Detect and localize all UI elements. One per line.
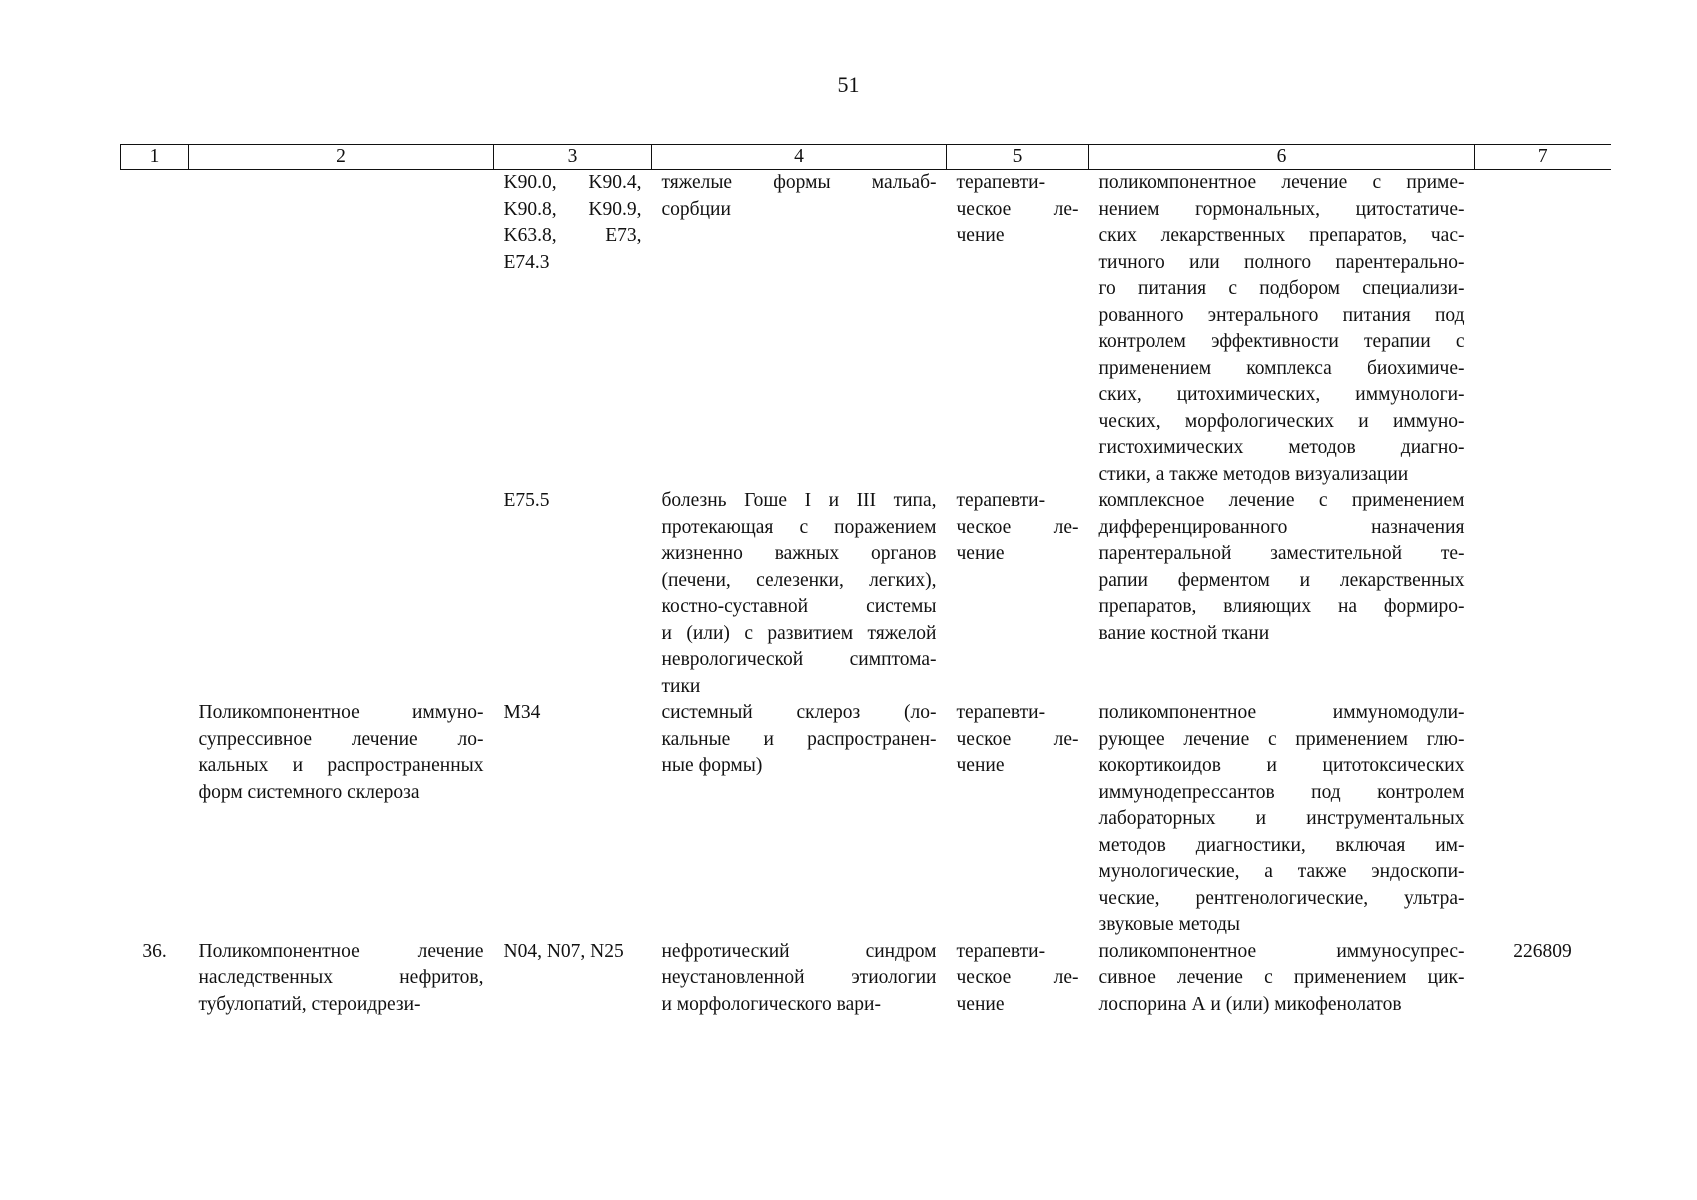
cell-text-line: неустановленной этиологии — [661, 967, 937, 988]
cell-text-line: тяжелые формы мальаб- — [661, 172, 937, 193]
row-number-cell — [121, 939, 189, 1019]
cost-cell — [1475, 939, 1611, 1019]
cost-value: 226809 — [1513, 940, 1572, 962]
cell-text-line: мунологические, а также эндоскопи- — [1098, 861, 1465, 882]
table-row — [121, 170, 1611, 489]
cell-text-line: рапии ферментом и лекарственных — [1098, 569, 1465, 591]
care-type-cell — [189, 170, 494, 489]
cell-text-line: стики, а также методов визуализации — [1098, 463, 1409, 485]
treatment-type-cell — [947, 170, 1089, 489]
cell-text-line: супрессивное лечение ло- — [198, 728, 484, 750]
cell-text-line: неврологической симптома- — [661, 649, 937, 670]
table-row — [121, 488, 1611, 700]
cell-text-line: парентеральной заместительной те- — [1098, 543, 1465, 564]
cost-cell — [1475, 170, 1611, 489]
cell-text-line: гистохимических методов диагно- — [1098, 437, 1465, 458]
care-type-cell — [189, 488, 494, 700]
cell-text-line: E74.3 — [503, 251, 550, 273]
column-header-1: 1 — [121, 145, 189, 170]
table-header-row — [121, 145, 1611, 170]
cell-text-line: дифференцированного назначения — [1098, 516, 1465, 538]
cell-text-line: ческое ле- — [956, 198, 1079, 220]
cell-text-line: тики — [661, 675, 701, 697]
row-number: 36. — [142, 940, 167, 962]
care-type-cell — [189, 700, 494, 939]
cell-text-line: кальные и распространен- — [661, 728, 937, 750]
icd-codes-cell — [494, 939, 652, 1019]
cell-text-line: чение — [956, 225, 1005, 246]
cell-text-line: рующее лечение с применением глю- — [1098, 728, 1465, 750]
cell-text-line: чение — [956, 993, 1005, 1015]
cell-text-line: и (или) с развитием тяжелой — [661, 622, 937, 644]
cell-text-line: чение — [956, 543, 1005, 564]
treatment-method-cell — [1089, 170, 1475, 489]
cell-text-line: комплексное лечение с применением — [1098, 490, 1465, 511]
treatment-type-cell — [947, 939, 1089, 1019]
cell-text-line: контролем эффективности терапии с — [1098, 331, 1465, 352]
cell-text-line: M34 — [503, 702, 541, 723]
cell-text-line: лоспорина А и (или) микофенолатов — [1098, 993, 1402, 1015]
cell-text-line: ческое ле- — [956, 516, 1079, 538]
cell-text-line: сивное лечение с применением цик- — [1098, 967, 1465, 988]
cell-text-line: N04, N07, N25 — [503, 940, 624, 962]
cell-text-line: препаратов, влияющих на формиро- — [1098, 596, 1465, 617]
cell-text-line: вание костной ткани — [1098, 622, 1270, 644]
cell-text-line: рованного энтерального питания под — [1098, 304, 1465, 326]
column-header-5: 5 — [947, 145, 1089, 170]
cell-text-line: ских лекарственных препаратов, час- — [1098, 225, 1465, 246]
column-header-2: 2 — [189, 145, 494, 170]
care-type-cell — [189, 939, 494, 1019]
cell-text-line: кокортикоидов и цитотоксических — [1098, 755, 1465, 776]
cell-text-line: ческое ле- — [956, 728, 1079, 750]
icd-codes-cell — [494, 170, 652, 489]
cell-text-line: чение — [956, 755, 1005, 776]
cell-text-line: жизненно важных органов — [661, 543, 937, 564]
cell-text-line: и морфологического вари- — [661, 993, 881, 1015]
cell-text-line: применением комплекса биохимиче- — [1098, 357, 1465, 379]
treatment-type-cell — [947, 488, 1089, 700]
cell-text-line: звуковые методы — [1098, 914, 1241, 935]
cell-text-line: терапевти- — [956, 172, 1046, 193]
icd-codes-cell — [494, 488, 652, 700]
cell-text-line: лабораторных и инструментальных — [1098, 808, 1465, 829]
cell-text-line: ные формы) — [661, 755, 763, 776]
row-number-cell — [121, 700, 189, 939]
cell-text-line: ческих, морфологических и иммуно- — [1098, 410, 1465, 432]
patient-model-cell — [652, 488, 947, 700]
cell-text-line: ских, цитохимических, иммунологи- — [1098, 384, 1465, 405]
cell-text-line: K90.8, K90.9, — [503, 198, 642, 220]
cell-text-line: поликомпонентное лечение с приме- — [1098, 172, 1465, 193]
treatment-method-cell — [1089, 488, 1475, 700]
cell-text-line: болезнь Гоше I и III типа, — [661, 490, 937, 511]
cell-text-line: го питания с подбором специализи- — [1098, 278, 1465, 299]
cell-text-line: иммунодепрессантов под контролем — [1098, 781, 1465, 803]
table-body — [121, 170, 1611, 1019]
patient-model-cell — [652, 939, 947, 1019]
cell-text-line: (печени, селезенки, легких), — [661, 569, 937, 591]
cell-text-line: Поликомпонентное лечение — [198, 940, 484, 962]
cell-text-line: тичного или полного парентерально- — [1098, 251, 1465, 273]
cost-cell — [1475, 488, 1611, 700]
column-header-3: 3 — [494, 145, 652, 170]
cell-text-line: Поликомпонентное иммуно- — [198, 702, 484, 723]
medical-care-table — [120, 144, 1611, 1018]
cell-text-line: поликомпонентное иммуномодули- — [1098, 702, 1465, 723]
cell-text-line: кальных и распространенных — [198, 755, 484, 776]
cell-text-line: нефротический синдром — [661, 940, 937, 962]
cell-text-line: терапевти- — [956, 940, 1046, 962]
cell-text-line: методов диагностики, включая им- — [1098, 834, 1465, 856]
column-header-6: 6 — [1089, 145, 1475, 170]
cost-cell — [1475, 700, 1611, 939]
treatment-method-cell — [1089, 939, 1475, 1019]
treatment-type-cell — [947, 700, 1089, 939]
row-number-cell — [121, 170, 189, 489]
cell-text-line: сорбции — [661, 198, 731, 220]
cell-text-line: наследственных нефритов, — [198, 967, 484, 988]
cell-text-line: K63.8, E73, — [503, 225, 642, 246]
row-number-cell — [121, 488, 189, 700]
page-number: 51 — [837, 72, 860, 97]
cell-text-line: терапевти- — [956, 490, 1046, 511]
cell-text-line: костно-суставной системы — [661, 596, 937, 617]
cell-text-line: ческие, рентгенологические, ультра- — [1098, 887, 1465, 909]
cell-text-line: протекающая с поражением — [661, 516, 937, 538]
cell-text-line: поликомпонентное иммуносупрес- — [1098, 940, 1465, 962]
patient-model-cell — [652, 700, 947, 939]
cell-text-line: терапевти- — [956, 702, 1046, 723]
table-row — [121, 939, 1611, 1019]
column-header-7: 7 — [1475, 145, 1611, 170]
cell-text-line: форм системного склероза — [198, 781, 420, 803]
icd-codes-cell — [494, 700, 652, 939]
patient-model-cell — [652, 170, 947, 489]
cell-text-line: нением гормональных, цитостатиче- — [1098, 198, 1465, 220]
cell-text-line: K90.0, K90.4, — [503, 172, 642, 193]
cell-text-line: тубулопатий, стероидрези- — [198, 993, 421, 1015]
column-header-4: 4 — [652, 145, 947, 170]
cell-text-line: E75.5 — [503, 490, 550, 511]
treatment-method-cell — [1089, 700, 1475, 939]
cell-text-line: системный склероз (ло- — [661, 702, 937, 723]
cell-text-line: ческое ле- — [956, 967, 1079, 988]
table-row — [121, 700, 1611, 939]
